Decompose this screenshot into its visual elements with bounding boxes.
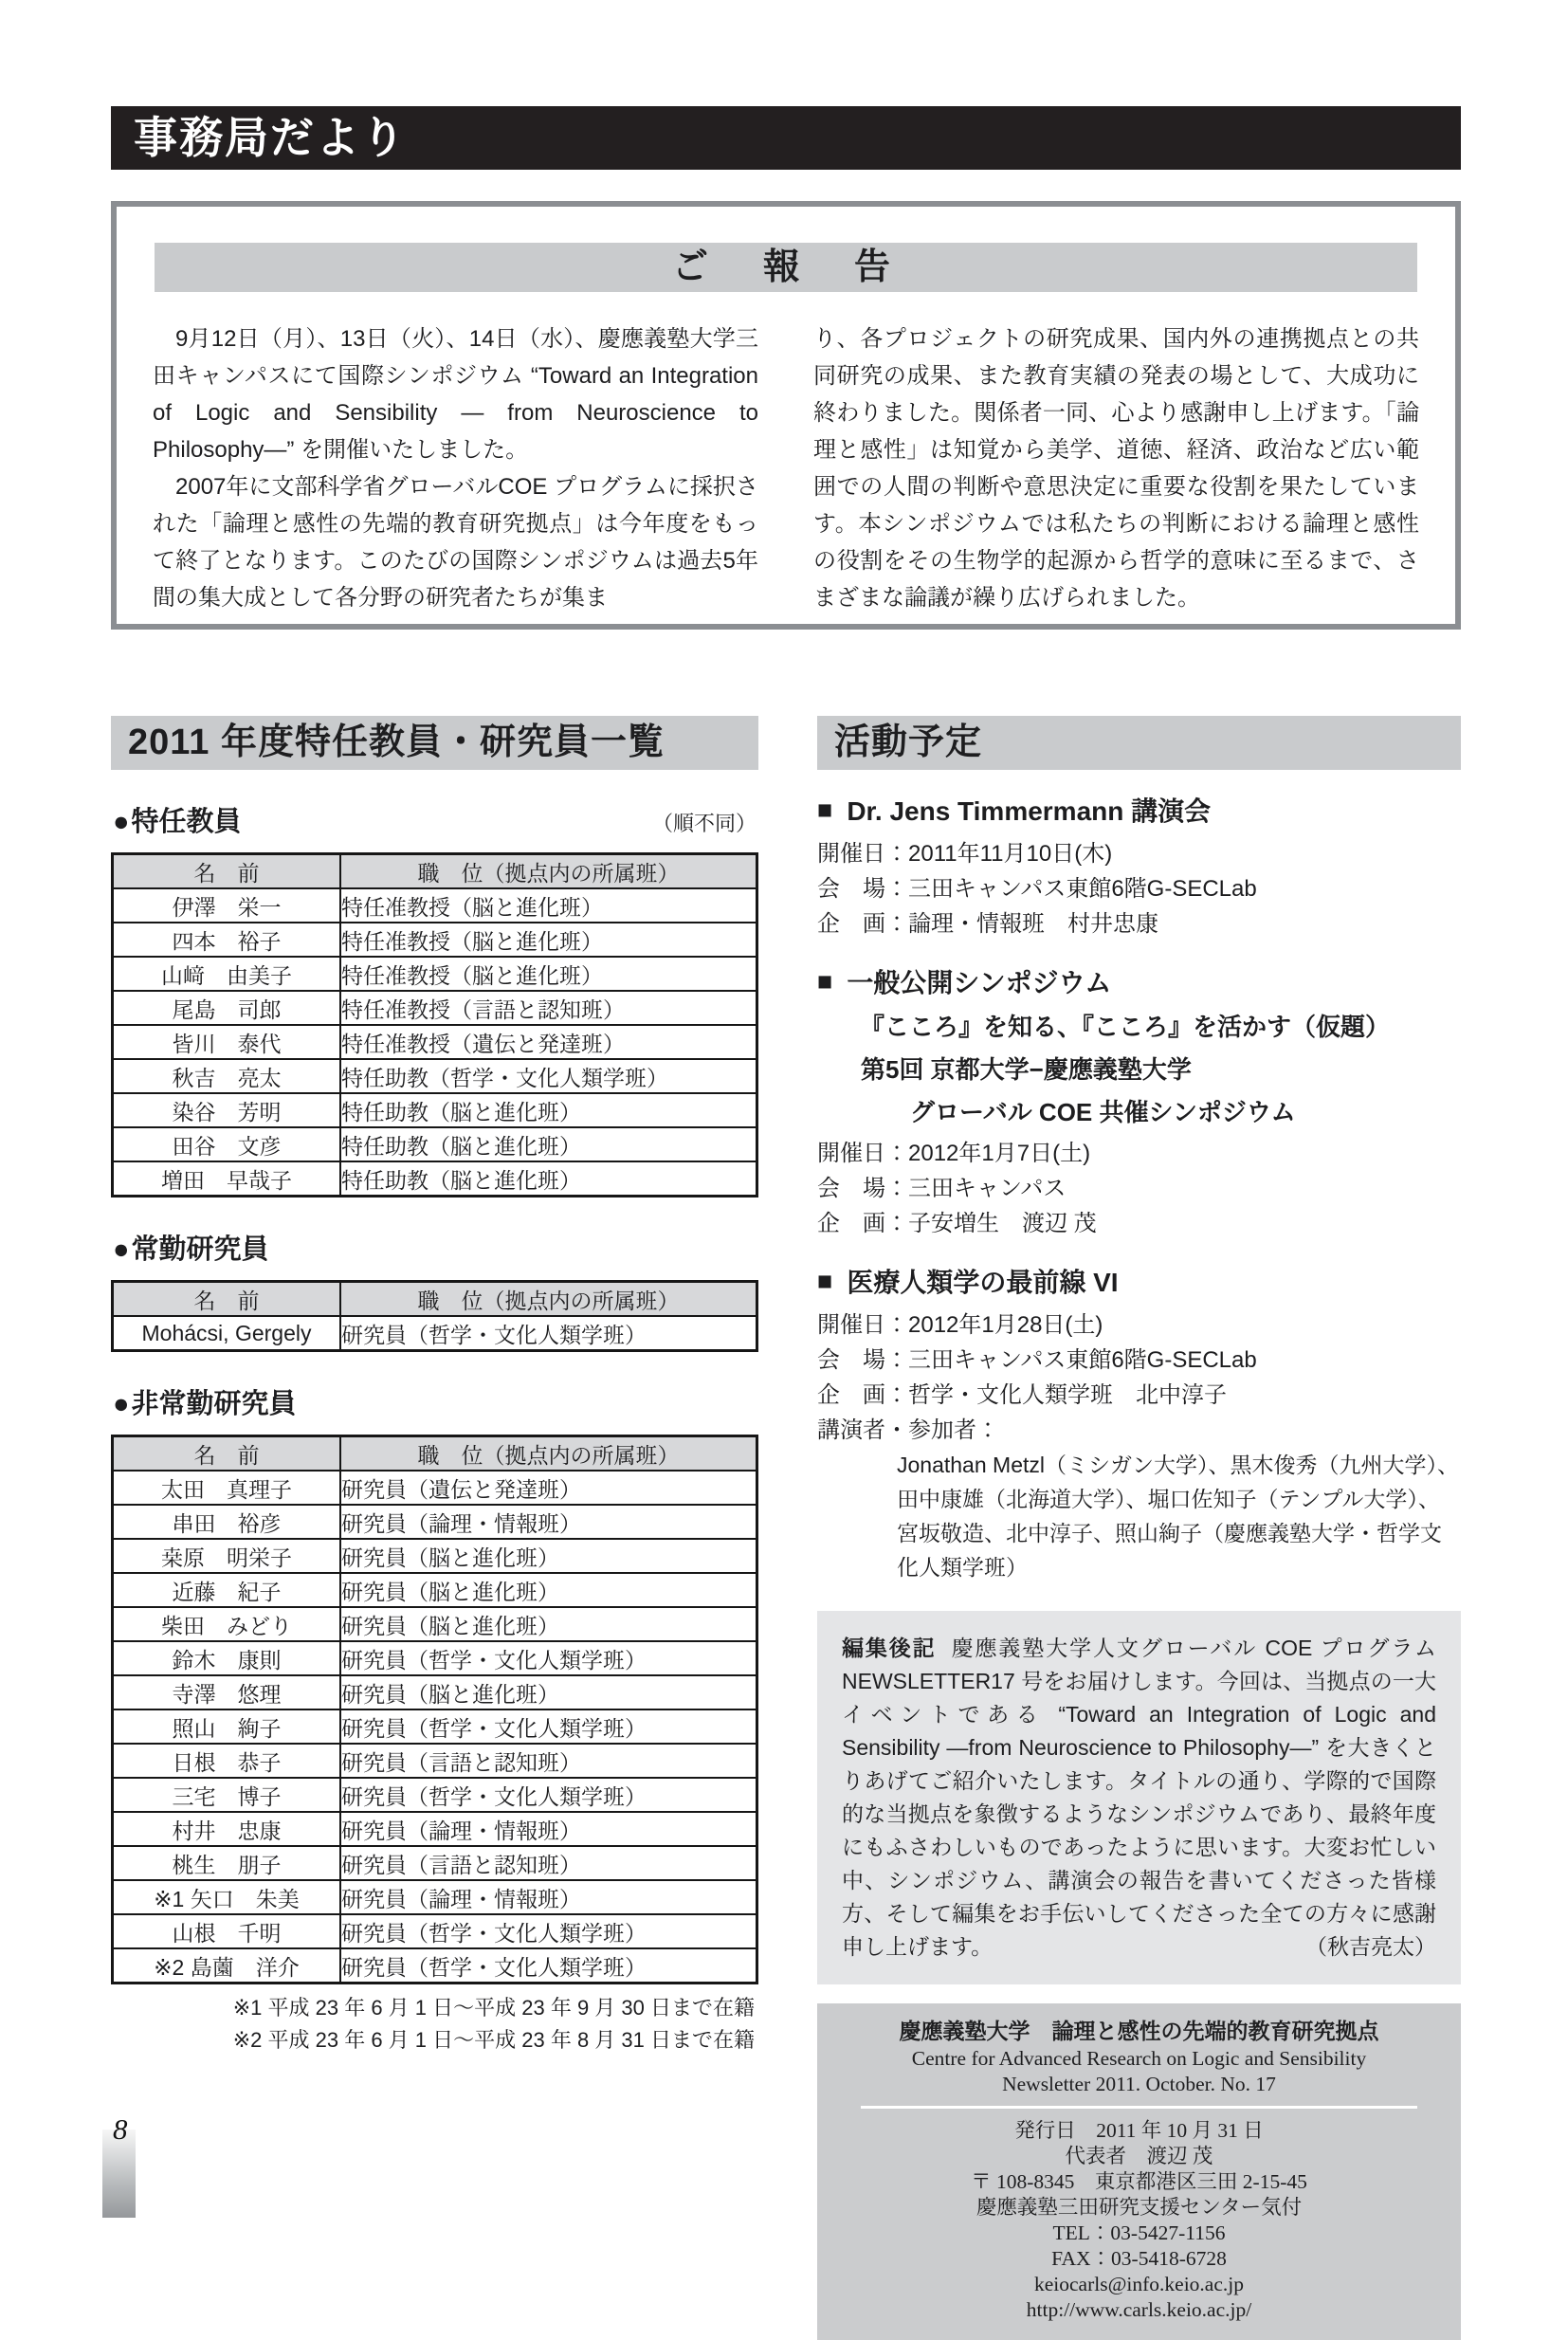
colophon-address-2: 慶應義塾三田研究支援センター気付 bbox=[975, 2196, 1303, 2219]
table-row bbox=[113, 1744, 757, 1778]
position-cell: 特任准教授（脳と進化班） bbox=[340, 888, 757, 923]
name-cell: Mohácsi, Gergely bbox=[113, 1316, 341, 1351]
event-detail-line: 講演者・参加者： bbox=[817, 1417, 999, 1443]
name-cell: 日根 恭子 bbox=[113, 1744, 341, 1778]
colophon-representative: 代表者 渡辺 茂 bbox=[1065, 2145, 1213, 2167]
table-row bbox=[113, 957, 757, 991]
name-cell: 伊澤 栄一 bbox=[113, 888, 341, 923]
faculty-table bbox=[111, 852, 758, 1197]
position-cell: 研究員（哲学・文化人類学班） bbox=[340, 1709, 757, 1744]
parttime-heading-row bbox=[113, 1382, 757, 1421]
name-cell: 村井 忠康 bbox=[113, 1812, 341, 1846]
name-cell: 桃生 朋子 bbox=[113, 1846, 341, 1880]
name-cell: 柴田 みどり bbox=[113, 1607, 341, 1641]
footnote: ※2 平成 23 年 6 月 1 日～平成 23 年 8 月 31 日まで在籍 bbox=[232, 2028, 755, 2052]
name-cell: 桒原 明栄子 bbox=[113, 1539, 341, 1573]
table-row bbox=[113, 1675, 757, 1709]
fulltime-heading-label: 常勤研究員 bbox=[131, 1234, 269, 1265]
position-cell: 研究員（論理・情報班） bbox=[340, 1505, 757, 1539]
position-cell: 研究員（脳と進化班） bbox=[340, 1675, 757, 1709]
table-row bbox=[113, 1641, 757, 1675]
position-cell: 研究員（哲学・文化人類学班） bbox=[340, 1914, 757, 1948]
table-row bbox=[113, 1093, 757, 1127]
report-title: ご 報 告 bbox=[155, 243, 1417, 292]
event-details bbox=[817, 1136, 1461, 1241]
event-details bbox=[817, 836, 1461, 941]
event-speakers: Jonathan Metzl（ミシガン大学）、黒木俊秀（九州大学）、田中康雄（北海道大学）、堀口佐知子（テンプル大学）、宮坂敬造、北中淳子、照山絢子（慶應義塾大学・哲学文化人類学班） bbox=[897, 1453, 1459, 1580]
report-body bbox=[147, 320, 1425, 616]
table-row bbox=[113, 991, 757, 1025]
table-row bbox=[113, 1471, 757, 1505]
event-detail-line: 開催日：2011年11月10日(木) bbox=[817, 841, 1113, 867]
table-row bbox=[113, 1880, 757, 1914]
editors-note-body: 慶應義塾大学人文グローバル COE プログラムNEWSLETTER17 号をお届けします。今回は、当拠点の一大イベントである “Toward an Integration of Logic and Sensibility —from Neuroscience to Philosophy—” を大きくとりあげてご紹介いたします。タイトルの通り、学際的で国際的な当拠点を象徴するようなシンポジウムであり、最終年度にもふさわしいものであったように思います。大変お忙しい中、シンポジウム、講演会の報告を書いてくださった皆様方、そして編集をお手伝いしてくださった全ての方々に感謝申し上げます。 bbox=[842, 1636, 1436, 1959]
name-cell: 尾島 司郎 bbox=[113, 991, 341, 1025]
position-cell: 研究員（遺伝と発達班） bbox=[340, 1471, 757, 1505]
colophon-address-1: 〒 108-8345 東京都港区三田 2-15-45 bbox=[971, 2170, 1307, 2193]
name-cell: 照山 絢子 bbox=[113, 1709, 341, 1744]
position-cell: 特任助教（脳と進化班） bbox=[340, 1093, 757, 1127]
faculty-heading-label: 特任教員 bbox=[131, 807, 242, 837]
order-note: （順不同） bbox=[651, 812, 757, 835]
table-header-row bbox=[113, 1436, 757, 1472]
table-row bbox=[113, 1709, 757, 1744]
square-bullet-icon: ■ bbox=[817, 795, 833, 824]
name-cell: 串田 裕彦 bbox=[113, 1505, 341, 1539]
position-cell: 研究員（脳と進化班） bbox=[340, 1573, 757, 1607]
event-details bbox=[817, 1307, 1461, 1448]
name-cell: 皆川 泰代 bbox=[113, 1025, 341, 1059]
square-bullet-icon: ■ bbox=[817, 966, 833, 996]
event-title bbox=[817, 791, 1461, 829]
report-column-left bbox=[153, 320, 758, 616]
colophon-tel: TEL：03-5427-1156 bbox=[1052, 2221, 1226, 2244]
table-footnotes bbox=[111, 1992, 758, 2057]
name-cell: 近藤 紀子 bbox=[113, 1573, 341, 1607]
editors-note-label: 編集後記 bbox=[842, 1636, 937, 1660]
event-medical-anthropology bbox=[817, 1262, 1461, 1584]
name-cell: 田谷 文彦 bbox=[113, 1127, 341, 1161]
position-cell: 特任助教（哲学・文化人類学班） bbox=[340, 1059, 757, 1093]
section-header-roster bbox=[111, 716, 758, 770]
name-cell: ※2 島薗 洋介 bbox=[113, 1948, 341, 1984]
position-cell: 研究員（哲学・文化人類学班） bbox=[340, 1641, 757, 1675]
column-header-name: 名 前 bbox=[113, 1282, 341, 1317]
name-cell: 寺澤 悠理 bbox=[113, 1675, 341, 1709]
table-row bbox=[113, 1505, 757, 1539]
name-cell: ※1 矢口 朱美 bbox=[113, 1880, 341, 1914]
table-row bbox=[113, 1161, 757, 1197]
event-detail-line: 会 場：三田キャンパス東館6階G-SECLab bbox=[817, 876, 1257, 902]
event-timmermann-lecture bbox=[817, 791, 1461, 941]
schedule-column bbox=[817, 716, 1461, 2340]
column-header-name: 名 前 bbox=[113, 1436, 341, 1472]
event-title-text: 一般公開シンポジウム bbox=[847, 968, 1112, 997]
table-row bbox=[113, 1914, 757, 1948]
table-row bbox=[113, 1059, 757, 1093]
fulltime-table bbox=[111, 1280, 758, 1352]
colophon-fax: FAX：03-5418-6728 bbox=[1051, 2247, 1227, 2270]
colophon-org-en: Centre for Advanced Research on Logic and Sensibility bbox=[911, 2047, 1367, 2070]
position-cell: 研究員（言語と認知班） bbox=[340, 1744, 757, 1778]
position-cell: 特任准教授（脳と進化班） bbox=[340, 957, 757, 991]
position-cell: 研究員（哲学・文化人類学班） bbox=[340, 1948, 757, 1984]
table-row bbox=[113, 1778, 757, 1812]
editors-note-signature: （秋吉亮太） bbox=[1305, 1934, 1436, 1959]
position-cell: 特任助教（脳と進化班） bbox=[340, 1161, 757, 1197]
table-row bbox=[113, 1846, 757, 1880]
table-row bbox=[113, 1316, 757, 1351]
column-header-position: 職 位（拠点内の所属班） bbox=[340, 1436, 757, 1472]
event-detail-line: 会 場：三田キャンパス bbox=[817, 1176, 1067, 1201]
event-series-line-1: 第5回 京都大学−慶應義塾大学 bbox=[861, 1055, 1192, 1084]
position-cell: 研究員（論理・情報班） bbox=[340, 1880, 757, 1914]
position-cell: 研究員（論理・情報班） bbox=[340, 1812, 757, 1846]
report-column-right bbox=[813, 320, 1419, 616]
parttime-table bbox=[111, 1435, 758, 1984]
table-header-row bbox=[113, 854, 757, 889]
fulltime-heading-row bbox=[113, 1228, 757, 1267]
position-cell: 特任助教（脳と進化班） bbox=[340, 1127, 757, 1161]
page-title-banner bbox=[111, 106, 1461, 170]
position-cell: 特任准教授（脳と進化班） bbox=[340, 923, 757, 957]
event-public-symposium bbox=[817, 962, 1461, 1241]
circle-bullet-icon: ● bbox=[113, 807, 130, 837]
position-cell: 研究員（哲学・文化人類学班） bbox=[340, 1316, 757, 1351]
event-title-text: 医療人類学の最前線 VI bbox=[847, 1268, 1119, 1297]
colophon-url: http://www.carls.keio.ac.jp/ bbox=[1026, 2298, 1252, 2321]
name-cell: 山根 千明 bbox=[113, 1914, 341, 1948]
editors-note-box bbox=[817, 1611, 1461, 1984]
position-cell: 研究員（言語と認知班） bbox=[340, 1846, 757, 1880]
table-row bbox=[113, 1948, 757, 1984]
event-title bbox=[817, 962, 1461, 1000]
page-number: 8 bbox=[113, 2112, 128, 2146]
square-bullet-icon: ■ bbox=[817, 1266, 833, 1295]
position-cell: 研究員（脳と進化班） bbox=[340, 1539, 757, 1573]
colophon-email: keiocarls@info.keio.ac.jp bbox=[1034, 2273, 1244, 2295]
position-cell: 研究員（脳と進化班） bbox=[340, 1607, 757, 1641]
name-cell: 三宅 博子 bbox=[113, 1778, 341, 1812]
name-cell: 山﨑 由美子 bbox=[113, 957, 341, 991]
colophon-issue: Newsletter 2011. October. No. 17 bbox=[1002, 2073, 1276, 2095]
name-cell: 太田 真理子 bbox=[113, 1471, 341, 1505]
position-cell: 研究員（哲学・文化人類学班） bbox=[340, 1778, 757, 1812]
footnote: ※1 平成 23 年 6 月 1 日～平成 23 年 9 月 30 日まで在籍 bbox=[232, 1996, 755, 2020]
roster-title: 2011 年度特任教員・研究員一覧 bbox=[128, 722, 665, 762]
section-header-schedule bbox=[817, 716, 1461, 770]
column-header-name: 名 前 bbox=[113, 854, 341, 889]
event-title bbox=[817, 1262, 1461, 1300]
table-row bbox=[113, 923, 757, 957]
parttime-heading-label: 非常勤研究員 bbox=[131, 1389, 297, 1419]
table-row bbox=[113, 1127, 757, 1161]
event-detail-line: 企 画：哲学・文化人類学班 北中淳子 bbox=[817, 1382, 1227, 1408]
name-cell: 四本 裕子 bbox=[113, 923, 341, 957]
position-cell: 特任准教授（言語と認知班） bbox=[340, 991, 757, 1025]
faculty-heading bbox=[113, 800, 242, 839]
table-row bbox=[113, 1812, 757, 1846]
fulltime-heading bbox=[113, 1228, 269, 1267]
table-header-row bbox=[113, 1282, 757, 1317]
name-cell: 染谷 芳明 bbox=[113, 1093, 341, 1127]
name-cell: 増田 早哉子 bbox=[113, 1161, 341, 1197]
circle-bullet-icon: ● bbox=[113, 1389, 130, 1419]
column-header-position: 職 位（拠点内の所属班） bbox=[340, 854, 757, 889]
event-detail-line: 開催日：2012年1月28日(土) bbox=[817, 1312, 1103, 1338]
parttime-heading bbox=[113, 1382, 297, 1421]
event-series-line-2: グローバル COE 共催シンポジウム bbox=[910, 1098, 1296, 1126]
name-cell: 秋吉 亮太 bbox=[113, 1059, 341, 1093]
report-paragraph-3: り、各プロジェクトの研究成果、国内外の連携拠点との共同研究の成果、また教育実績の発表の場として、大成功に終わりました。関係者一同、心より感謝申し上げます。「論理と感性」は知覚から美学、道徳、経済、政治など広い範囲での人間の判断や意思決定に重要な役割を果たしています。本シンポジウムでは私たちの判断における論理と感性の役割をその生物学的起源から哲学的意味に至るまで、さまざまな論議が繰り広げられました。 bbox=[813, 326, 1419, 611]
table-row bbox=[113, 888, 757, 923]
colophon-publish-date: 発行日 2011 年 10 月 31 日 bbox=[1014, 2119, 1264, 2142]
report-paragraph-2: 2007年に文部科学省グローバルCOE プログラムに採択された「論理と感性の先端的教育研究拠点」は今年度をもって終了となります。このたびの国際シンポジウムは過去5年間の集大成として各分野の研究者たちが集ま bbox=[153, 474, 758, 611]
event-subtitle: 『こころ』を知る、『こころ』を活かす（仮題） bbox=[860, 1013, 1391, 1041]
main-columns bbox=[111, 716, 1461, 2340]
page-title: 事務局だより bbox=[134, 113, 407, 162]
table-row bbox=[113, 1025, 757, 1059]
report-box bbox=[111, 201, 1461, 630]
table-row bbox=[113, 1573, 757, 1607]
column-header-position: 職 位（拠点内の所属班） bbox=[340, 1282, 757, 1317]
position-cell: 特任准教授（遺伝と発達班） bbox=[340, 1025, 757, 1059]
event-title-text: Dr. Jens Timmermann 講演会 bbox=[847, 796, 1212, 826]
faculty-heading-row bbox=[113, 800, 757, 839]
report-paragraph-1: 9月12日（月）、13日（火）、14日（水）、慶應義塾大学三田キャンパスにて国際シンポジウム “Toward an Integration of Logic and Sensibility ― from Neuroscience to Philosophy―” を開催いたしました。 bbox=[153, 326, 758, 463]
roster-column bbox=[111, 716, 758, 2340]
event-detail-line: 開催日：2012年1月7日(土) bbox=[817, 1141, 1091, 1166]
circle-bullet-icon: ● bbox=[113, 1234, 130, 1265]
name-cell: 鈴木 康則 bbox=[113, 1641, 341, 1675]
colophon-box bbox=[817, 2003, 1461, 2340]
event-detail-line: 企 画：論理・情報班 村井忠康 bbox=[817, 911, 1158, 937]
schedule-title: 活動予定 bbox=[834, 722, 983, 762]
colophon-org-ja: 慶應義塾大学 論理と感性の先端的教育研究拠点 bbox=[899, 2020, 1379, 2043]
event-detail-line: 会 場：三田キャンパス東館6階G-SECLab bbox=[817, 1347, 1257, 1373]
table-row bbox=[113, 1539, 757, 1573]
event-detail-line: 企 画：子安増生 渡辺 茂 bbox=[817, 1211, 1097, 1236]
table-row bbox=[113, 1607, 757, 1641]
divider bbox=[861, 2106, 1417, 2109]
